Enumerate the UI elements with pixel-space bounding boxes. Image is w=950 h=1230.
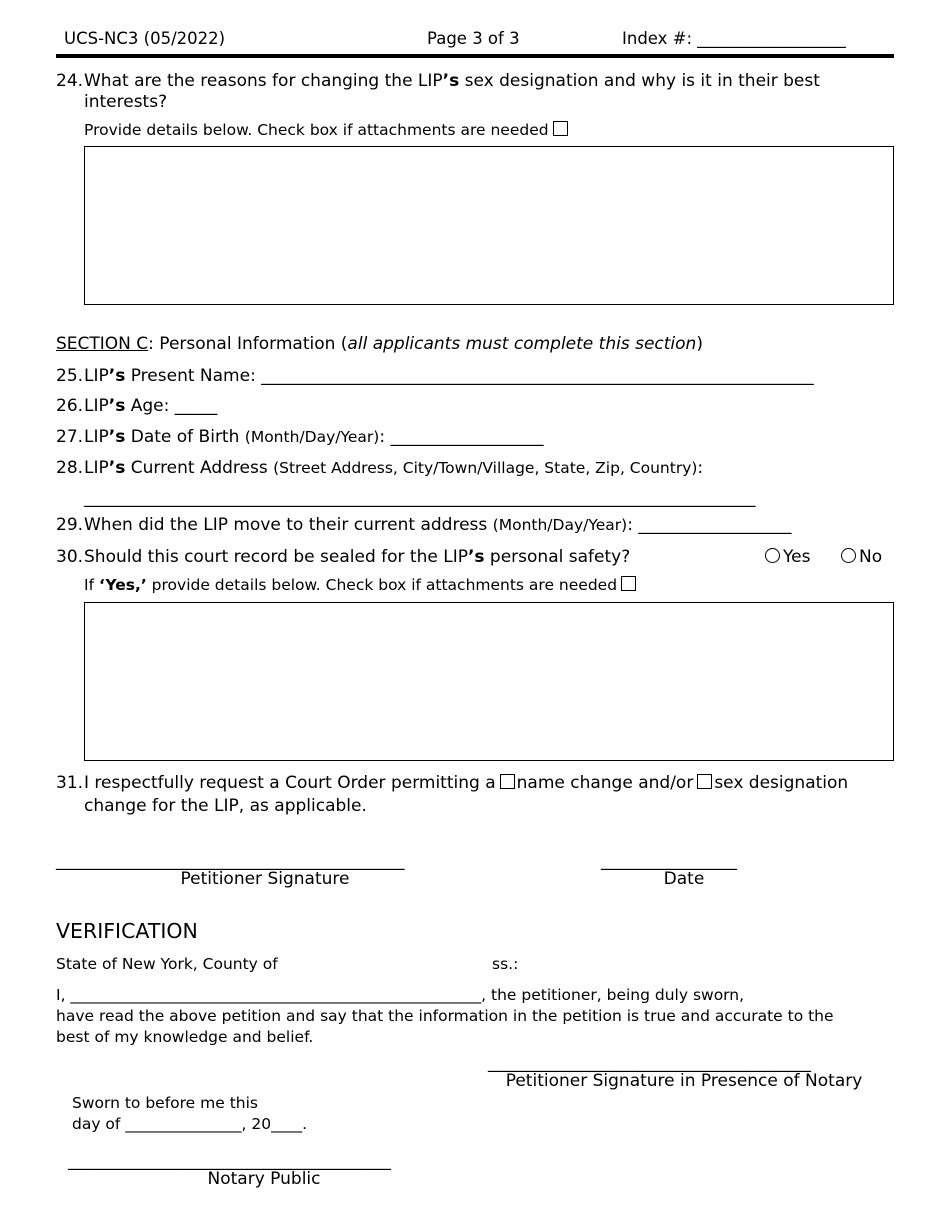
q24-provide-label: Provide details below. Check box if attachments are needed: [84, 121, 549, 139]
q24-text-b: sex designation and why is it in their best: [459, 71, 820, 91]
notary-public-line[interactable]: ______________________________________: [68, 1151, 391, 1171]
question-24: [56, 71, 820, 91]
q31-opt1-label: name change and/or: [516, 773, 694, 793]
section-c-note: all applicants must complete this section: [347, 334, 697, 354]
question-27[interactable]: [56, 427, 543, 447]
q27-possessive: ’s: [108, 427, 126, 447]
name-change-checkbox[interactable]: [500, 774, 515, 789]
q27-b: Date of Birth: [125, 427, 245, 447]
q30-no-radio[interactable]: [841, 548, 856, 563]
q25-present-name-field[interactable]: Present Name: _________________________________________________________________: [125, 366, 814, 386]
q30-no-option[interactable]: [841, 547, 882, 567]
q29-date-field[interactable]: : __________________: [627, 515, 792, 535]
q28-a: LIP: [84, 458, 109, 478]
question-26[interactable]: [56, 396, 217, 416]
q30-attachments: [84, 576, 638, 594]
q28-possessive: ’s: [108, 458, 126, 478]
q30-if-b: provide details below. Check box if attachments are needed: [146, 576, 618, 594]
q30-details-textbox[interactable]: [84, 602, 894, 761]
q28-format: (Street Address, City/Town/Village, State, Zip, Country): [273, 459, 698, 477]
form-id: UCS-NC3 (05/2022): [64, 29, 226, 48]
sworn-line-1: Sworn to before me this: [72, 1094, 258, 1112]
question-30: [56, 547, 630, 567]
question-31: [56, 773, 848, 793]
q26-a: LIP: [84, 396, 109, 416]
q24-possessive: ’s: [442, 71, 460, 91]
page-number: Page 3 of 3: [427, 29, 520, 48]
q25-a: LIP: [84, 366, 109, 386]
question-29[interactable]: [56, 515, 791, 535]
question-25[interactable]: [56, 366, 814, 386]
q30-yes-radio[interactable]: [765, 548, 780, 563]
q27-format: (Month/Day/Year): [244, 428, 380, 446]
q24-text-a: What are the reasons for changing the LIP: [84, 71, 443, 91]
petitioner-signature-label: Petitioner Signature: [180, 869, 350, 889]
verification-line-3: best of my knowledge and belief.: [56, 1028, 314, 1046]
q26-possessive: ’s: [108, 396, 126, 416]
q28-number: 28.: [56, 458, 84, 478]
q30-b: personal safety?: [484, 547, 631, 567]
header-rule: [56, 54, 894, 58]
sworn-line-2[interactable]: day of _______________, 20____.: [72, 1115, 308, 1133]
section-c-heading: [56, 334, 703, 354]
q27-a: LIP: [84, 427, 109, 447]
q27-dob-field[interactable]: : __________________: [379, 427, 544, 447]
q26-number: 26.: [56, 396, 84, 416]
q26-age-field[interactable]: Age: _____: [125, 396, 218, 416]
q31-opt2-label: sex designation: [714, 773, 849, 793]
q27-number: 27.: [56, 427, 84, 447]
q25-possessive: ’s: [108, 366, 126, 386]
notary-presence-signature-line[interactable]: ______________________________________: [488, 1053, 811, 1073]
sex-designation-checkbox[interactable]: [697, 774, 712, 789]
q24-attachments: [84, 121, 570, 139]
section-c-title: : Personal Information (: [148, 334, 348, 354]
q31-a: I respectfully request a Court Order permitting a: [84, 773, 496, 793]
q29-a: When did the LIP move to their current address: [84, 515, 493, 535]
verification-ss: ss.:: [492, 955, 519, 973]
q30-if-yes: ‘Yes,’: [98, 576, 147, 594]
section-c-label: SECTION C: [56, 334, 149, 354]
date-label: Date: [663, 869, 705, 889]
verification-title: VERIFICATION: [56, 919, 198, 943]
q25-number: 25.: [56, 366, 84, 386]
q29-format: (Month/Day/Year): [492, 516, 628, 534]
q24-details-textbox[interactable]: [84, 146, 894, 305]
q30-number: 30.: [56, 547, 84, 567]
q31-number: 31.: [56, 773, 84, 793]
q30-possessive: ’s: [467, 547, 485, 567]
q31-c: change for the LIP, as applicable.: [84, 796, 367, 816]
notary-public-label: Notary Public: [207, 1169, 321, 1189]
q24-attachments-checkbox[interactable]: [553, 121, 568, 136]
q28-address-field[interactable]: _______________________________________________________________________________: [84, 488, 756, 508]
section-c-close: ): [696, 334, 703, 354]
verification-state: State of New York, County of: [56, 955, 278, 973]
q24-text-c: interests?: [84, 92, 168, 112]
question-28: [56, 458, 703, 478]
q30-no-label: No: [859, 547, 883, 567]
q30-yes-label: Yes: [783, 547, 811, 567]
q30-a: Should this court record be sealed for the LIP: [84, 547, 468, 567]
notary-presence-signature-label: Petitioner Signature in Presence of Notary: [505, 1071, 863, 1091]
petitioner-signature-line[interactable]: _________________________________________: [56, 851, 405, 871]
q30-attachments-checkbox[interactable]: [621, 576, 636, 591]
date-line[interactable]: ________________: [601, 851, 737, 871]
q30-if-a: If: [84, 576, 99, 594]
q28-c: :: [697, 458, 704, 478]
verification-line-1[interactable]: I, _____________________________________________________, the petitioner, being duly sworn,: [56, 986, 745, 1004]
index-number-field[interactable]: Index #: __________________: [622, 29, 846, 48]
q24-number: 24.: [56, 71, 84, 91]
q28-b: Current Address: [125, 458, 274, 478]
verification-line-2: have read the above petition and say that the information in the petition is true and accurate to the: [56, 1007, 834, 1025]
q29-number: 29.: [56, 515, 84, 535]
q30-yes-option[interactable]: [765, 547, 810, 567]
